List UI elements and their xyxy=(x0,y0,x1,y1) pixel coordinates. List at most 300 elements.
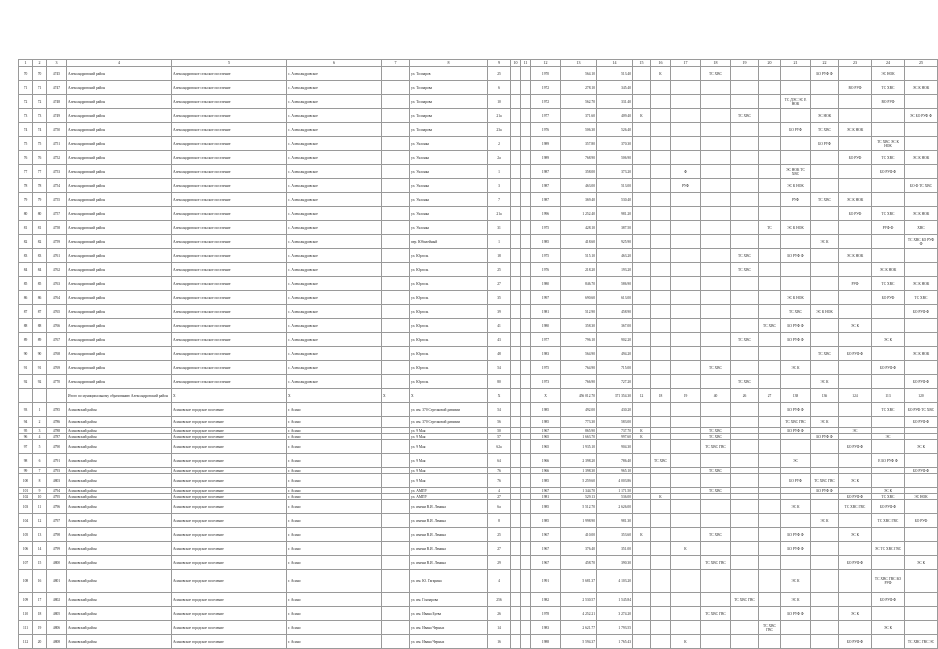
table-cell xyxy=(759,556,781,570)
table-cell xyxy=(671,193,701,207)
table-cell xyxy=(511,375,521,389)
table-cell: 91 xyxy=(33,361,47,375)
table-cell: БО РУФ Ф xyxy=(872,361,905,375)
table-cell: Асиновское городское поселение xyxy=(172,434,287,440)
table-cell xyxy=(521,474,531,488)
table-cell xyxy=(382,593,410,607)
table-cell xyxy=(701,123,731,137)
table-cell: 84 xyxy=(33,263,47,277)
table-cell xyxy=(382,440,410,454)
table-cell xyxy=(701,319,731,333)
table-cell xyxy=(511,305,521,319)
table-cell xyxy=(781,347,811,361)
table-cell xyxy=(701,95,731,109)
table-cell: ЭС К xyxy=(905,440,938,454)
table-cell xyxy=(651,249,671,263)
table-cell: К xyxy=(633,428,651,434)
table-cell: ул. имени В.И. Ленина xyxy=(410,542,488,556)
table-cell: Асиновский район xyxy=(67,428,172,434)
table-cell: Асиновский район xyxy=(67,494,172,500)
table-cell xyxy=(759,151,781,165)
table-cell xyxy=(811,440,839,454)
table-cell xyxy=(511,333,521,347)
table-cell: 3 xyxy=(488,179,511,193)
table-cell: ул. Юрголь xyxy=(410,347,488,361)
table-cell: ул. Толпарова xyxy=(410,95,488,109)
table-cell: Александровское сельское поселение xyxy=(172,109,287,123)
table-cell xyxy=(521,570,531,593)
table-cell xyxy=(511,319,521,333)
table-cell: 4753 xyxy=(47,165,67,179)
table-cell xyxy=(633,319,651,333)
table-cell xyxy=(731,95,759,109)
table-cell xyxy=(651,81,671,95)
table-cell: Александровское сельское поселение xyxy=(172,151,287,165)
table-cell: 112 xyxy=(19,635,33,649)
table-cell: 1980 xyxy=(531,319,561,333)
table-cell: 904.30 xyxy=(597,440,633,454)
table-cell xyxy=(839,570,872,593)
table-cell: 4755 xyxy=(47,193,67,207)
table-cell xyxy=(651,403,671,417)
table-cell xyxy=(511,556,521,570)
table-cell: 925.90 xyxy=(597,235,633,249)
column-number: 15 xyxy=(633,60,651,67)
table-cell xyxy=(382,570,410,593)
table-cell xyxy=(872,179,905,193)
table-cell: ул. Юрголь xyxy=(410,319,488,333)
table-cell: 4763 xyxy=(47,277,67,291)
table-cell xyxy=(511,193,521,207)
table-cell: 4769 xyxy=(47,361,67,375)
table-cell xyxy=(759,165,781,179)
table-cell xyxy=(633,137,651,151)
table-cell: 27 xyxy=(488,277,511,291)
table-cell: пер. Юбилейный xyxy=(410,235,488,249)
table-cell: 4758 xyxy=(47,221,67,235)
table-cell: 1976 xyxy=(531,263,561,277)
table-cell: с. Александровское xyxy=(287,179,382,193)
table-cell xyxy=(701,277,731,291)
table-cell xyxy=(651,528,671,542)
table-cell xyxy=(701,193,731,207)
column-number: 8 xyxy=(410,60,488,67)
table-cell xyxy=(731,440,759,454)
table-cell xyxy=(872,235,905,249)
table-cell: ул. Юрголь xyxy=(410,249,488,263)
table-cell xyxy=(839,621,872,635)
table-cell: ул. 9 Мая xyxy=(410,454,488,468)
column-number: 22 xyxy=(811,60,839,67)
table-cell xyxy=(671,277,701,291)
table-cell: ТС ХВС xyxy=(872,207,905,221)
table-cell: Асиновский район xyxy=(67,434,172,440)
table-cell: с. Александровское xyxy=(287,221,382,235)
table-cell xyxy=(671,556,701,570)
table-row xyxy=(19,319,938,333)
table-cell xyxy=(382,291,410,305)
table-cell: Асиновское городское поселение xyxy=(172,468,287,474)
table-cell xyxy=(731,67,759,81)
table-cell: 456 012.70 xyxy=(561,389,597,403)
table-cell: 902.20 xyxy=(597,333,633,347)
table-cell: г. Асино xyxy=(287,440,382,454)
table-cell: 428.10 xyxy=(561,221,597,235)
table-cell: 26 xyxy=(731,389,759,403)
table-cell xyxy=(521,593,531,607)
table-cell: БО РУФ Ф xyxy=(905,305,938,319)
table-cell: 515.10 xyxy=(561,249,597,263)
table-cell xyxy=(905,123,938,137)
table-cell: 5 xyxy=(33,440,47,454)
table-cell xyxy=(701,454,731,468)
table-cell xyxy=(511,635,521,649)
table-cell xyxy=(651,440,671,454)
table-cell: Александровское сельское поселение xyxy=(172,81,287,95)
table-cell: 513.40 xyxy=(597,67,633,81)
table-cell: ул. 9 Мая xyxy=(410,440,488,454)
table-cell: 2 398.20 xyxy=(561,454,597,468)
table-cell xyxy=(872,319,905,333)
table-cell: ТС ХВС xyxy=(759,319,781,333)
table-cell: РУФ xyxy=(781,193,811,207)
table-cell: 100 xyxy=(19,474,33,488)
table-cell xyxy=(521,151,531,165)
table-cell xyxy=(651,570,671,593)
table-cell: 14 xyxy=(488,621,511,635)
table-cell xyxy=(521,542,531,556)
table-cell: 1 398.30 xyxy=(561,468,597,474)
table-cell: 105 xyxy=(19,528,33,542)
column-number: 18 xyxy=(701,60,731,67)
table-cell: Асиновский район xyxy=(67,403,172,417)
table-cell: ЭС К НОК xyxy=(872,263,905,277)
table-cell: ТС ХВС xyxy=(701,468,731,474)
table-cell: 14 xyxy=(33,542,47,556)
table-cell: Е БО РУФ Ф xyxy=(872,454,905,468)
table-cell: ул. им. Ю. Гагарина xyxy=(410,570,488,593)
table-cell xyxy=(633,556,651,570)
table-cell xyxy=(382,81,410,95)
table-cell: Х xyxy=(410,389,488,403)
table-cell: ЭС К xyxy=(839,528,872,542)
table-cell xyxy=(521,528,531,542)
table-cell: Х xyxy=(531,389,561,403)
table-cell: Александровский район xyxy=(67,193,172,207)
table-cell: ул. Толпаров xyxy=(410,67,488,81)
table-cell: 1966 xyxy=(531,454,561,468)
table-cell: 1 998.90 xyxy=(561,514,597,528)
table-cell: Александровское сельское поселение xyxy=(172,305,287,319)
table-cell xyxy=(872,347,905,361)
table-cell xyxy=(382,151,410,165)
table-cell xyxy=(811,361,839,375)
table-cell: Александровское сельское поселение xyxy=(172,193,287,207)
table-cell: ТС ХВС ГВС xyxy=(701,607,731,621)
table-cell: 4803 xyxy=(47,474,67,488)
table-cell: ул. АМПУ xyxy=(410,488,488,494)
table-cell: Александровское сельское поселение xyxy=(172,277,287,291)
table-cell xyxy=(651,474,671,488)
table-cell xyxy=(839,403,872,417)
table-cell: 1977 xyxy=(531,109,561,123)
table-cell: Александровское сельское поселение xyxy=(172,179,287,193)
table-cell xyxy=(701,403,731,417)
table-row xyxy=(19,277,938,291)
table-cell: 506.30 xyxy=(561,123,597,137)
column-number: 9 xyxy=(488,60,511,67)
table-cell: 737.70 xyxy=(597,428,633,434)
table-cell: ЭС К xyxy=(781,593,811,607)
table-cell xyxy=(633,179,651,193)
table-cell xyxy=(382,621,410,635)
table-cell: 1985 xyxy=(531,417,561,428)
table-cell: 3 274.20 xyxy=(597,607,633,621)
table-cell: РУФ xyxy=(839,277,872,291)
table-cell: 1985 xyxy=(531,474,561,488)
table-cell: ТС ХВС xyxy=(872,403,905,417)
table-cell: ТС ХВС ГВС БО РУФ xyxy=(872,570,905,593)
table-cell xyxy=(511,263,521,277)
table-row xyxy=(19,347,938,361)
table-cell: БО РУФ Ф xyxy=(781,333,811,347)
table-cell: 6а xyxy=(488,500,511,514)
table-cell: ТС ХВС xyxy=(701,67,731,81)
table-cell: г. Асино xyxy=(287,474,382,488)
table-cell: 83 xyxy=(33,249,47,263)
table-row xyxy=(19,179,938,193)
table-cell: г. Асино xyxy=(287,434,382,440)
table-cell: К xyxy=(633,109,651,123)
table-cell xyxy=(633,263,651,277)
table-cell xyxy=(511,67,521,81)
table-cell: 1967 xyxy=(531,488,561,494)
table-cell xyxy=(759,593,781,607)
table-cell: 4764 xyxy=(47,291,67,305)
column-number: 25 xyxy=(905,60,938,67)
table-cell xyxy=(633,440,651,454)
table-cell xyxy=(701,347,731,361)
table-cell: ЭС К xyxy=(839,474,872,488)
table-cell: 4749 xyxy=(47,109,67,123)
table-cell: Александровское сельское поселение xyxy=(172,67,287,81)
table-cell xyxy=(382,207,410,221)
table-cell: 1976 xyxy=(531,123,561,137)
table-cell xyxy=(651,221,671,235)
table-cell: 6 xyxy=(33,454,47,468)
table-cell: 76 xyxy=(488,474,511,488)
table-cell: 4750 xyxy=(47,123,67,137)
table-cell: 4770 xyxy=(47,375,67,389)
table-cell: БО РУФ xyxy=(905,514,938,528)
table-cell xyxy=(511,207,521,221)
table-cell xyxy=(731,319,759,333)
table-cell xyxy=(671,500,701,514)
table-cell xyxy=(633,403,651,417)
table-cell: 4788 xyxy=(47,428,67,434)
table-cell: ул. Юрголь xyxy=(410,291,488,305)
table-cell: 1 xyxy=(488,165,511,179)
table-cell: ул. Уклонка xyxy=(410,207,488,221)
table-cell xyxy=(651,607,671,621)
table-cell: 586.90 xyxy=(597,277,633,291)
table-cell xyxy=(671,123,701,137)
column-number: 24 xyxy=(872,60,905,67)
table-row xyxy=(19,221,938,235)
table-cell xyxy=(701,514,731,528)
table-cell xyxy=(731,137,759,151)
table-cell: БО РУФ Ф xyxy=(781,249,811,263)
table-cell: Асиновское городское поселение xyxy=(172,514,287,528)
table-cell: ул. 9 Мая xyxy=(410,434,488,440)
table-cell: 4791 xyxy=(47,454,67,468)
table-cell xyxy=(905,607,938,621)
table-row xyxy=(19,263,938,277)
table-cell: 70 xyxy=(33,67,47,81)
table-cell: 78 xyxy=(33,179,47,193)
table-cell: ТС ХВС ГВС xyxy=(872,514,905,528)
table-cell: Х xyxy=(172,389,287,403)
table-cell: г. Асино xyxy=(287,556,382,570)
table-cell xyxy=(521,417,531,428)
table-cell xyxy=(781,375,811,389)
column-number: 5 xyxy=(172,60,287,67)
table-cell: ЭС К НОК xyxy=(781,291,811,305)
table-cell xyxy=(633,593,651,607)
table-cell: 1977 xyxy=(531,333,561,347)
table-cell: 93 xyxy=(19,403,33,417)
table-cell: 40 xyxy=(701,389,731,403)
table-cell: 430.20 xyxy=(597,403,633,417)
table-cell xyxy=(651,165,671,179)
table-row xyxy=(19,454,938,468)
table-cell: БО РУФ Ф xyxy=(811,67,839,81)
table-cell: 82 xyxy=(33,235,47,249)
table-cell: Александровское сельское поселение xyxy=(172,137,287,151)
table-cell: ул. Юрголь xyxy=(410,361,488,375)
table-cell: 786.40 xyxy=(597,454,633,468)
table-cell xyxy=(521,263,531,277)
table-cell: г. Асино xyxy=(287,468,382,474)
table-cell: 29 xyxy=(488,556,511,570)
table-cell: ЭС К НОК xyxy=(905,81,938,95)
table-cell xyxy=(781,514,811,528)
table-cell xyxy=(759,235,781,249)
table-cell: 4 103.20 xyxy=(597,570,633,593)
table-cell xyxy=(811,151,839,165)
table-cell: г. Асино xyxy=(287,494,382,500)
table-row xyxy=(19,81,938,95)
table-cell: Х xyxy=(382,389,410,403)
table-cell: 4787 xyxy=(47,434,67,440)
table-cell xyxy=(651,347,671,361)
table-cell xyxy=(382,235,410,249)
table-cell: 1991 xyxy=(531,570,561,593)
table-cell xyxy=(759,179,781,193)
table-cell xyxy=(759,277,781,291)
table-cell xyxy=(382,607,410,621)
table-cell: 1975 xyxy=(531,249,561,263)
total-row xyxy=(19,389,938,403)
table-cell: 13 xyxy=(33,528,47,542)
table-row xyxy=(19,570,938,593)
table-cell xyxy=(633,67,651,81)
table-cell: 4767 xyxy=(47,333,67,347)
table-cell: ЭС К xyxy=(781,361,811,375)
table-cell: с. Александровское xyxy=(287,95,382,109)
table-cell xyxy=(651,179,671,193)
table-cell xyxy=(382,95,410,109)
table-cell: г. Асино xyxy=(287,500,382,514)
table-cell xyxy=(511,249,521,263)
column-number: 4 xyxy=(67,60,172,67)
table-row xyxy=(19,621,938,635)
column-number: 16 xyxy=(651,60,671,67)
table-cell: 458.90 xyxy=(597,305,633,319)
table-cell xyxy=(521,165,531,179)
table-cell: ул. 9 Мая xyxy=(410,468,488,474)
table-cell xyxy=(905,542,938,556)
table-cell xyxy=(781,109,811,123)
table-cell xyxy=(701,249,731,263)
table-cell: Асиновское городское поселение xyxy=(172,454,287,468)
column-number: 3 xyxy=(47,60,67,67)
table-cell xyxy=(701,621,731,635)
table-cell: 796.10 xyxy=(561,333,597,347)
table-cell: БО РУФ ТС ХВС xyxy=(905,403,938,417)
table-cell xyxy=(382,375,410,389)
table-cell xyxy=(701,500,731,514)
table-cell: 1981 xyxy=(531,494,561,500)
table-cell xyxy=(731,207,759,221)
table-cell: 766.90 xyxy=(561,375,597,389)
table-cell: 26 xyxy=(488,607,511,621)
table-cell: 690.60 xyxy=(561,291,597,305)
table-cell xyxy=(759,514,781,528)
repair-schedule-table xyxy=(18,59,938,649)
table-cell xyxy=(839,263,872,277)
table-cell: ТС ХВС xyxy=(872,81,905,95)
table-cell xyxy=(759,305,781,319)
table-cell: ТС ХВС ГВС xyxy=(839,500,872,514)
table-row xyxy=(19,193,938,207)
table-cell: 358.30 xyxy=(561,319,597,333)
table-cell xyxy=(651,333,671,347)
table-cell xyxy=(759,454,781,468)
table-cell: Асиновский район xyxy=(67,468,172,474)
table-cell: 463.00 xyxy=(561,179,597,193)
table-row xyxy=(19,417,938,428)
table-cell: 1985 xyxy=(531,235,561,249)
table-cell: 512.90 xyxy=(561,305,597,319)
table-cell: ЭС НОК xyxy=(905,494,938,500)
table-cell xyxy=(759,81,781,95)
table-cell: ЭС БО РУФ Ф xyxy=(905,109,938,123)
table-cell: с. Александровское xyxy=(287,291,382,305)
table-cell: Александровский район xyxy=(67,361,172,375)
table-cell xyxy=(781,556,811,570)
table-cell: с. Александровское xyxy=(287,207,382,221)
table-cell: с. Александровское xyxy=(287,263,382,277)
table-cell xyxy=(633,235,651,249)
table-cell xyxy=(521,305,531,319)
table-cell xyxy=(511,417,521,428)
table-cell: ул. Толпарова xyxy=(410,109,488,123)
table-cell: 1983 xyxy=(531,621,561,635)
table-cell xyxy=(905,249,938,263)
table-cell: 4 252.21 xyxy=(561,607,597,621)
table-row xyxy=(19,593,938,607)
